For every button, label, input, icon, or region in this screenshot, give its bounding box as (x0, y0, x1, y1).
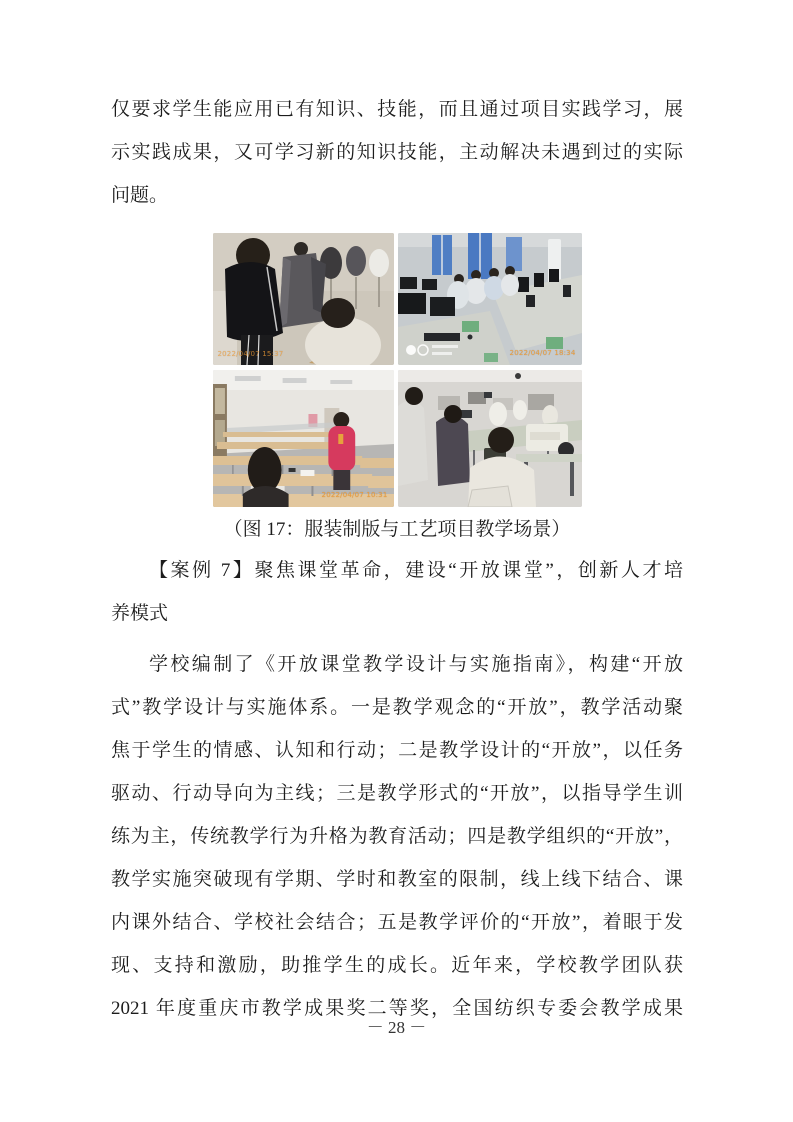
heading-line: 【案例 7】聚焦课堂革命，建设“开放课堂”，创新人才培 (149, 560, 683, 581)
text-line: 学校编制了《开放课堂教学设计与实施指南》，构建“开放 (149, 654, 683, 675)
text-line: 内课外结合、学校社会结合；五是教学评价的“开放”，着眼于发 (111, 912, 683, 933)
text-line: 式”教学设计与实施体系。一是教学观念的“开放”，教学活动聚 (111, 697, 683, 718)
figure-caption: （图 17：服装制版与工艺项目教学场景） (223, 519, 571, 540)
photo-timestamp: 2022/04/07 18:34 (509, 349, 576, 357)
case-heading (111, 549, 683, 635)
heading-line: 养模式 (111, 603, 169, 624)
photo-classroom-presentation (213, 370, 394, 507)
text-line: 问题。 (111, 185, 169, 206)
text-line: 现、支持和激励，助推学生的成长。近年来，学校教学团队获 (111, 955, 683, 976)
page-number: － 28 － (366, 1018, 427, 1037)
photo-sewing-workshop (398, 370, 582, 507)
photo-computer-lab (398, 233, 582, 365)
figure-photo-grid (213, 233, 582, 507)
text-line: 练为主，传统教学行为升格为教育活动；四是教学组织的“开放”， (111, 826, 683, 847)
photo-timestamp: 2022/04/07 15:37 (217, 350, 284, 358)
body-paragraph (111, 643, 683, 1030)
garment-fitting-illustration (213, 233, 394, 365)
text-line: 驱动、行动导向为主线；三是教学形式的“开放”，以指导学生训 (111, 783, 683, 804)
classroom-illustration (213, 370, 394, 507)
computer-lab-illustration (398, 233, 582, 365)
text-line: 焦于学生的情感、认知和行动；二是教学设计的“开放”，以任务 (111, 740, 683, 761)
photo-timestamp: 2022/04/07 10:31 (321, 491, 388, 499)
page-content (111, 88, 683, 1030)
intro-paragraph (111, 88, 683, 217)
text-line: 教学实施突破现有学期、学时和教室的限制，线上线下结合、课 (111, 869, 683, 890)
text-line: 仅要求学生能应用已有知识、技能，而且通过项目实践学习，展 (111, 99, 683, 120)
text-line: 示实践成果，又可学习新的知识技能，主动解决未遇到过的实际 (111, 142, 683, 163)
text-line: 2021 年度重庆市教学成果奖二等奖，全国纺织专委会教学成果 (111, 998, 683, 1019)
photo-garment-pattern-fitting (213, 233, 394, 365)
sewing-workshop-illustration (398, 370, 582, 507)
